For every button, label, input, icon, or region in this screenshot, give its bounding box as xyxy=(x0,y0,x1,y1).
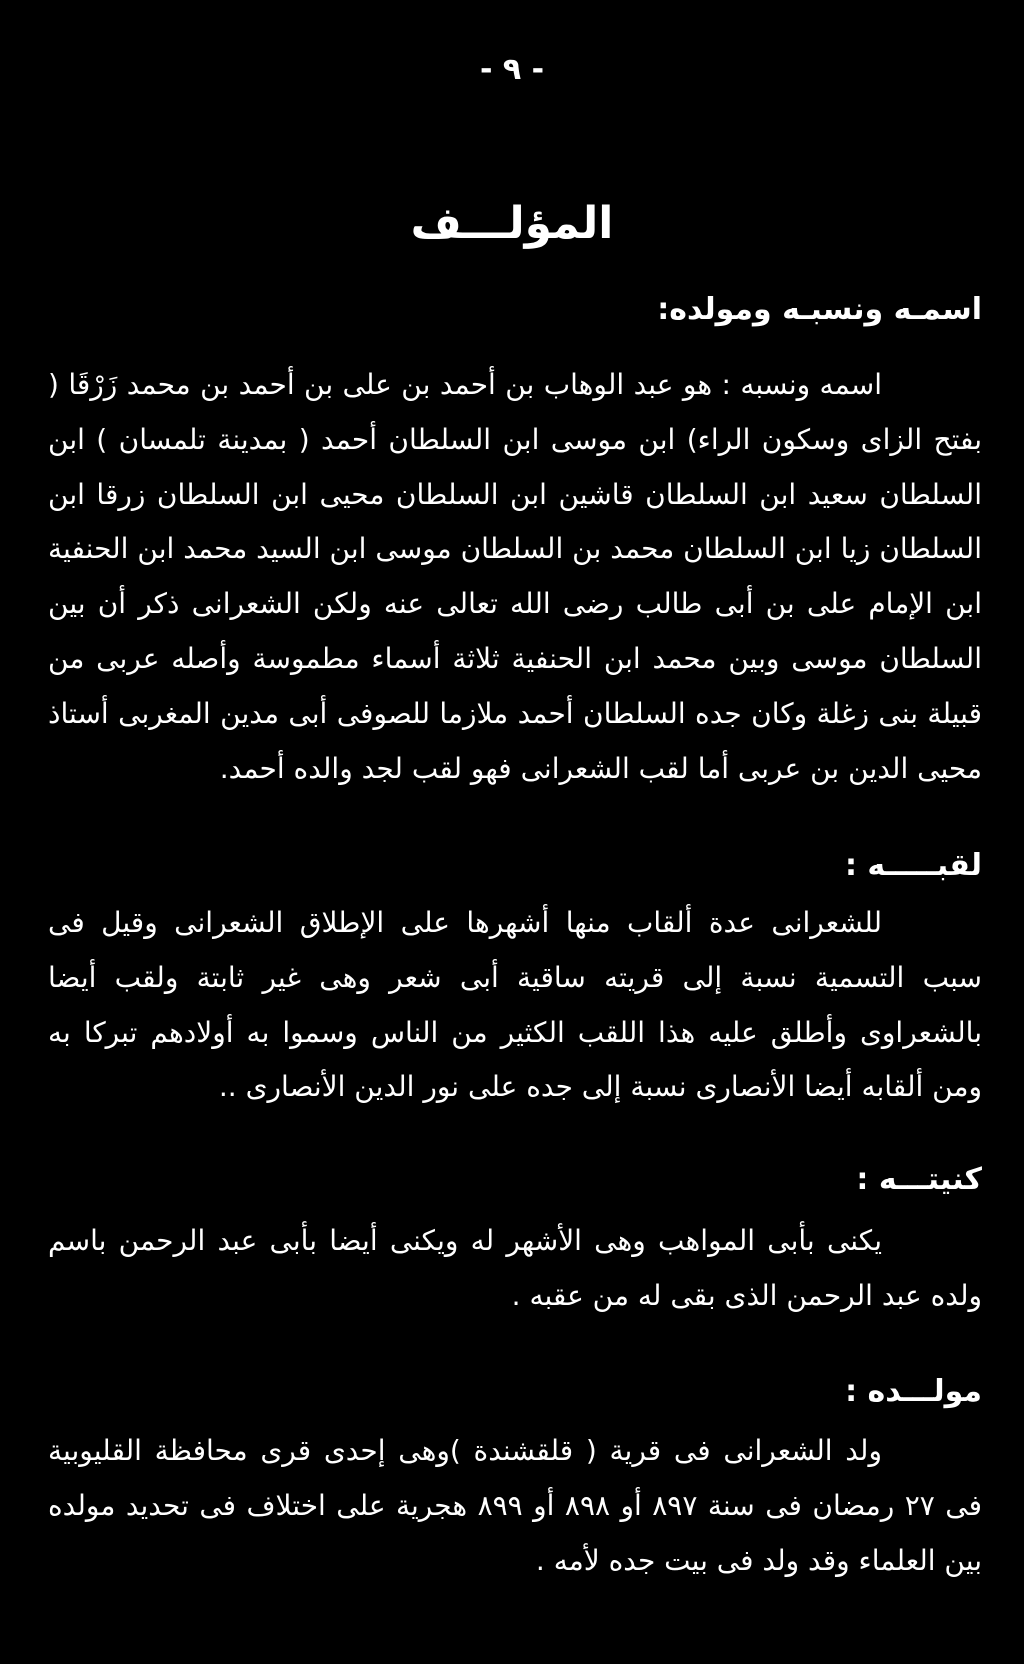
section-text-birth: ولد الشعرانى فى قرية ( قلقشندة )وهى إحدى قرى محافظة القليوبية فى ٢٧ رمضان فى سنة ٨٩٧ أو ٨٩٨ أو ٨٩٩ هجرية على اختلاف فى تحديد مولده بين العلماء وقد ولد فى بيت جده لأمه . xyxy=(48,1434,983,1577)
section-text-kunya: يكنى بأبى المواهب وهى الأشهر له ويكنى أيضا بأبى عبد الرحمن باسم ولده عبد الرحمن الذى بقى له من عقبه . xyxy=(48,1224,982,1312)
chapter-title: المؤلـــف xyxy=(410,198,614,249)
section-heading-birth: مولـــده : xyxy=(845,1374,982,1409)
section-heading-name-lineage: اسمـه ونسبـه ومولده: xyxy=(657,292,982,327)
section-heading-kunya: كنيتـــه : xyxy=(856,1162,982,1197)
section-text-title: للشعرانى عدة ألقاب منها أشهرها على الإطلاق الشعرانى وقيل فى سبب التسمية نسبة إلى قريته ساقية أبى شعر وهى غير ثابتة ولقب أيضا بالشعراوى وأطلق عليه هذا اللقب الكثير من الناس وسموا به أولادهم تبركا به ومن ألقابه أيضا الأنصارى نسبة إلى جده على نور الدين الأنصارى .. xyxy=(48,906,982,1104)
page-number: - ٩ - xyxy=(479,52,545,87)
section-text-name-lineage: اسمه ونسبه : هو عبد الوهاب بن أحمد بن على بن أحمد بن محمد زَرْقَا ( بفتح الزاى وسكون الراء) ابن موسى ابن السلطان أحمد ( بمدينة تلمسان ) ابن السلطان سعيد ابن السلطان قاشين ابن السلطان محيى ابن السلطان زرقا ابن السلطان زيا ابن السلطان محمد بن السلطان موسى ابن السيد محمد ابن الحنفية ابن الإمام على بن أبى طالب رضى الله تعالى عنه ولكن الشعرانى ذكر أن بين السلطان موسى وبين محمد ابن الحنفية ثلاثة أسماء مطموسة وأصله عربى من قبيلة بنى زغلة وكان جده السلطان أحمد ملازما للصوفى أبى مدين المغربى أستاذ محيى الدين بن عربى أما لقب الشعرانى فهو لقب لجد والده أحمد. xyxy=(48,368,982,785)
section-heading-title: لقبـــــه : xyxy=(844,848,982,883)
